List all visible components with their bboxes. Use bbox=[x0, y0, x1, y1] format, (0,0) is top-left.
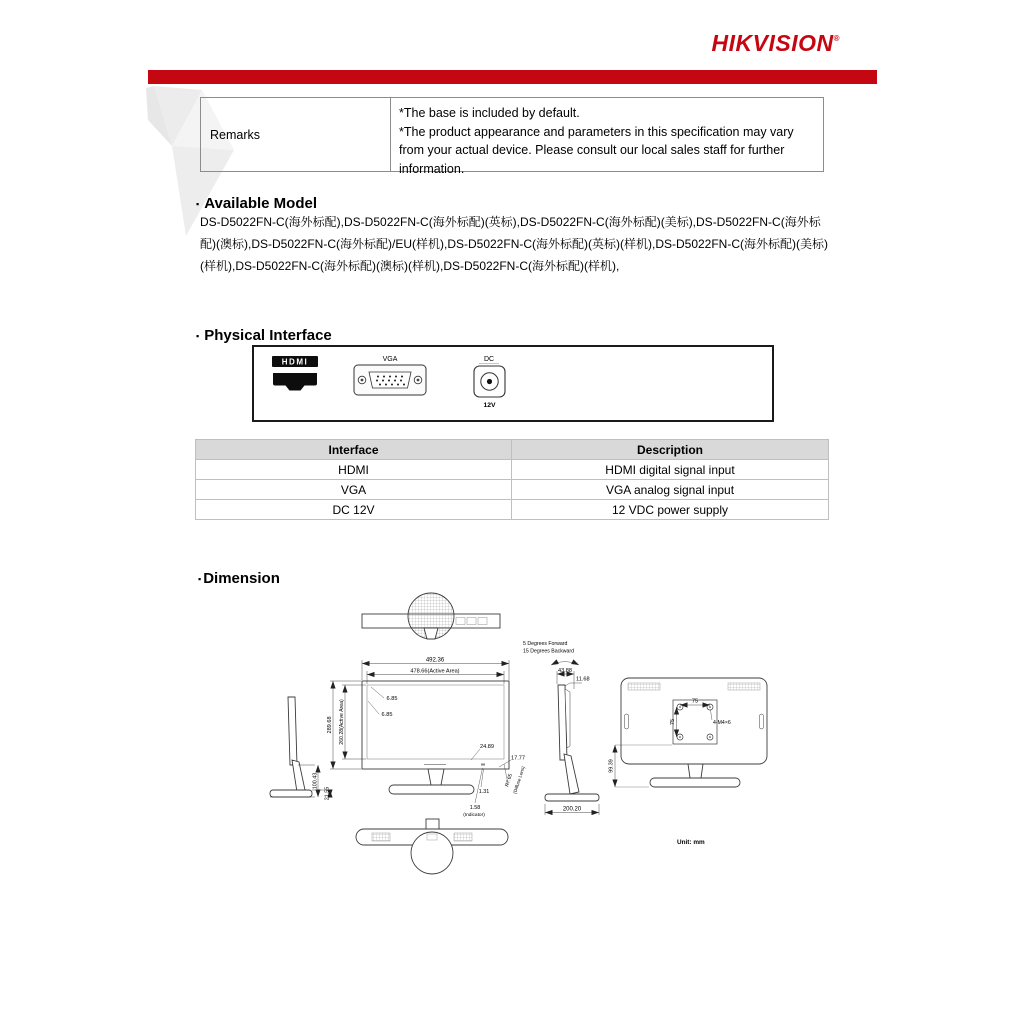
remarks-content-cell bbox=[391, 98, 823, 176]
table-row-vga bbox=[196, 480, 828, 500]
dim-width-total: 492.36 bbox=[425, 657, 445, 664]
description-cell: VGA analog signal input bbox=[605, 482, 735, 497]
dim-depth-total: 43.88 bbox=[558, 668, 572, 674]
available-model-list: DS-D5022FN-C(海外标配),DS-D5022FN-C(海外标配)(英标),DS-D5022FN-C(海外标配)(美标),DS-D5022FN-C(海外标配)(澳标),DS-D5022FN-C(海外标配)/EU(样机),DS-D5022FN-C(海外标配)(英标)(样机),DS-D5022FN-C(海外标配)(美标)(样机),DS-D5022FN-C(海外标配)(澳标)(样机),DS-D5022FN-C(海外标配)(样机), bbox=[200, 215, 828, 273]
dimension-unit-label: Unit: mm bbox=[677, 839, 705, 846]
description-cell: HDMI digital signal input bbox=[605, 462, 735, 477]
dim-indicator-size: 1.58 bbox=[469, 805, 481, 811]
brand-red-bar bbox=[148, 70, 877, 84]
dim-width-active: 478.66(Active Area) bbox=[410, 668, 460, 675]
dimension-heading bbox=[198, 570, 280, 587]
physical-interface-panel bbox=[252, 345, 774, 422]
dim-depth-panel: 11.68 bbox=[576, 676, 590, 683]
hikvision-logo-text: HIKVISION bbox=[711, 30, 834, 56]
table-row-hdmi bbox=[196, 460, 828, 480]
hikvision-logo bbox=[640, 30, 840, 57]
vga-connector-icon bbox=[354, 356, 426, 395]
dim-chin: 24.89 bbox=[480, 744, 494, 750]
remarks-label: Remarks bbox=[210, 127, 261, 142]
remarks-note-2: *The product appearance and parameters in this specification may vary from your actual device. Please consult our local sales staff for further information. bbox=[399, 124, 794, 176]
remarks-note-1: *The base is included by default. bbox=[399, 106, 580, 120]
dim-bezel-side: 6.85 bbox=[381, 712, 393, 718]
available-model-heading bbox=[196, 195, 317, 212]
dim-screw-spec: 4-M4×6 bbox=[713, 720, 731, 726]
dc-voltage-label: 12V bbox=[483, 402, 496, 409]
dim-base-depth: 200.20 bbox=[562, 806, 582, 813]
dim-edge: 17.77 bbox=[511, 755, 525, 762]
hdmi-connector-icon bbox=[272, 356, 318, 391]
interface-cell: HDMI bbox=[196, 460, 512, 479]
interface-cell: DC 12V bbox=[196, 500, 512, 519]
dim-stand-height: 100.43 bbox=[312, 772, 319, 790]
interface-table-header-row bbox=[196, 440, 828, 460]
physical-interface-heading bbox=[196, 327, 332, 344]
registered-trademark-symbol: ® bbox=[833, 34, 840, 43]
dc-port-label: DC bbox=[483, 356, 495, 363]
dc-power-jack-icon bbox=[474, 356, 505, 409]
dim-lens-label: (Diffuse Lens) bbox=[512, 765, 526, 795]
connector-icons bbox=[254, 347, 768, 416]
dimension-title: Dimension bbox=[203, 570, 280, 587]
dim-indicator-label: (Indicator) bbox=[463, 813, 485, 818]
square-bullet-icon: ▪ bbox=[198, 574, 202, 584]
table-row-dc12v bbox=[196, 500, 828, 519]
square-bullet-icon: ▪ bbox=[196, 199, 200, 209]
interface-column-header: Interface bbox=[196, 440, 512, 459]
interface-table bbox=[195, 439, 829, 520]
dimension-drawing bbox=[268, 588, 788, 880]
dim-rear-stand-height: 99.39 bbox=[608, 759, 615, 773]
description-cell: 12 VDC power supply bbox=[611, 502, 729, 517]
interface-cell: VGA bbox=[196, 480, 512, 499]
dim-lens-radius: R7.65 bbox=[504, 773, 515, 788]
physical-interface-title: Physical Interface bbox=[204, 327, 332, 344]
dim-tilt-backward: 15 Degrees Backward bbox=[523, 648, 575, 655]
hdmi-port-label: HDMI bbox=[281, 357, 309, 367]
description-column-header: Description bbox=[636, 442, 703, 457]
dim-vesa-height: 75 bbox=[670, 718, 676, 726]
remarks-table bbox=[200, 97, 824, 176]
remarks-label-cell bbox=[201, 98, 391, 171]
square-bullet-icon: ▪ bbox=[196, 331, 200, 341]
vga-port-label: VGA bbox=[382, 356, 398, 363]
dim-bezel-top: 6.85 bbox=[386, 696, 398, 702]
dim-height-total: 289.68 bbox=[327, 716, 333, 734]
dim-vesa-width: 75 bbox=[691, 698, 699, 705]
dim-base-height: 21.55 bbox=[324, 786, 331, 801]
available-model-title: Available Model bbox=[204, 195, 318, 212]
dim-indicator-offset: 1.31 bbox=[478, 789, 490, 795]
dim-height-active: 260.28(Active Area) bbox=[339, 699, 345, 745]
dim-tilt-forward: 5 Degrees Forward bbox=[523, 641, 568, 647]
